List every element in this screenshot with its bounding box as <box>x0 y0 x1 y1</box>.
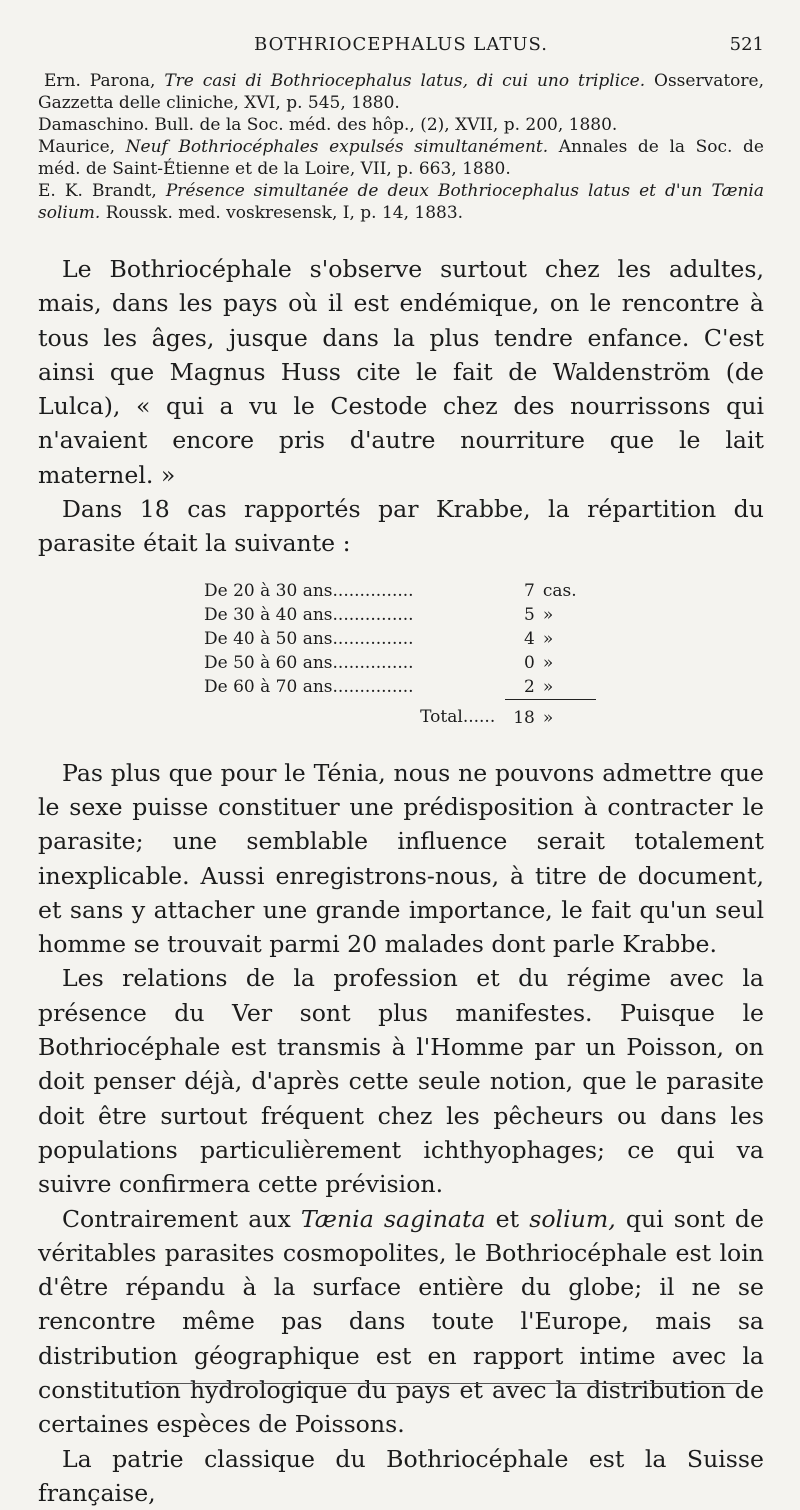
case-count: 0 <box>524 652 535 673</box>
bib-entry: Maurice, Neuf Bothriocéphales expulsés simultanément. Annales de la Soc. de méd. de Saint-Étienne et de la Loire, VII, p. 663, 1880. <box>38 137 764 179</box>
total-label: Total...... <box>420 707 496 728</box>
case-count: 4 <box>524 628 535 649</box>
table-row <box>204 579 596 603</box>
bib-entry: Damaschino. Bull. de la Soc. méd. des hôp., (2), XVII, p. 200, 1880. <box>38 115 618 135</box>
paragraph: Dans 18 cas rapportés par Krabbe, la répartition du parasite était la suivante : <box>38 495 764 558</box>
age-range: De 20 à 30 ans............... <box>204 580 414 601</box>
running-title: BOTHRIOCEPHALUS LATUS. <box>254 34 548 55</box>
book-page <box>38 32 764 1510</box>
running-head <box>38 32 764 62</box>
footer-rule <box>140 1383 740 1384</box>
case-count: 7 <box>524 580 535 601</box>
paragraph: Pas plus que pour le Ténia, nous ne pouvons admettre que le sexe puisse constituer une prédisposition à contracter le parasite; une semblable influence serait totalement inexplicable. Aussi enregistrons-nous, à titre de document, et sans y attacher une grande importance, le fait qu'un seul homme se trouvait parmi 20 malades dont parle Krabbe. <box>38 758 764 959</box>
table-row <box>204 675 596 700</box>
table-row <box>204 651 596 675</box>
case-unit: » <box>542 652 554 673</box>
table-total-row <box>204 699 596 730</box>
age-distribution-table <box>204 579 596 730</box>
case-unit: » <box>542 604 554 625</box>
table-row <box>204 603 596 627</box>
age-range: De 30 à 40 ans............... <box>204 604 414 625</box>
case-unit: » <box>542 676 554 697</box>
paragraph: La patrie classique du Bothriocéphale est la Suisse française, <box>38 1444 764 1507</box>
total-count: 18 <box>505 699 543 730</box>
paragraph: Le Bothriocéphale s'observe surtout chez les adultes, mais, dans les pays où il est endémique, on le rencontre à tous les âges, jusque dans la plus tendre enfance. C'est ainsi que Magnus Huss cite le fait de Waldenström (de Lulca), « qui a vu le Cestode chez des nourrissons qui n'avaient encore pris d'autre nourriture que le lait maternel. » <box>38 255 764 489</box>
case-count: 2 <box>524 676 535 697</box>
age-range: De 50 à 60 ans............... <box>204 652 414 673</box>
case-count: 5 <box>524 604 535 625</box>
case-unit: » <box>542 628 554 649</box>
total-unit: » <box>543 699 596 730</box>
paragraph: Contrairement aux Tænia saginata et solium, qui sont de véritables parasites cosmopolites, le Bothriocéphale est loin d'être répandu à la surface entière du globe; il ne se rencontre même pas dans toute l'Europe, mais sa distribution géographique est en rapport intime avec la constitution hydrologique du pays et avec la distribution de certaines espèces de Poissons. <box>38 1204 764 1439</box>
age-range: De 40 à 50 ans............... <box>204 628 414 649</box>
page-number: 521 <box>729 34 764 55</box>
paragraph: Les relations de la profession et du régime avec la présence du Ver sont plus manifestes. Puisque le Bothriocéphale est transmis à l'Homme par un Poisson, on doit penser déjà, d'après cette seule notion, que le parasite doit être surtout fréquent chez les pêcheurs ou dans les populations particulièrement ichthyophages; ce qui va suivre confirmera cette prévision. <box>38 964 764 1199</box>
table-row <box>204 627 596 651</box>
bibliography <box>38 70 764 224</box>
age-range: De 60 à 70 ans............... <box>204 676 414 697</box>
bib-entry: E. K. Brandt, Présence simultanée de deux Bothriocephalus latus et d'un Tænia solium. Roussk. med. voskresensk, I, p. 14, 1883. <box>38 181 765 223</box>
body-text <box>38 252 764 1510</box>
case-unit: cas. <box>542 580 577 601</box>
bib-entry: Ern. Parona, Tre casi di Bothriocephalus latus, di cui uno triplice. Osservatore, Gazzetta delle cliniche, XVI, p. 545, 1880. <box>38 71 764 113</box>
